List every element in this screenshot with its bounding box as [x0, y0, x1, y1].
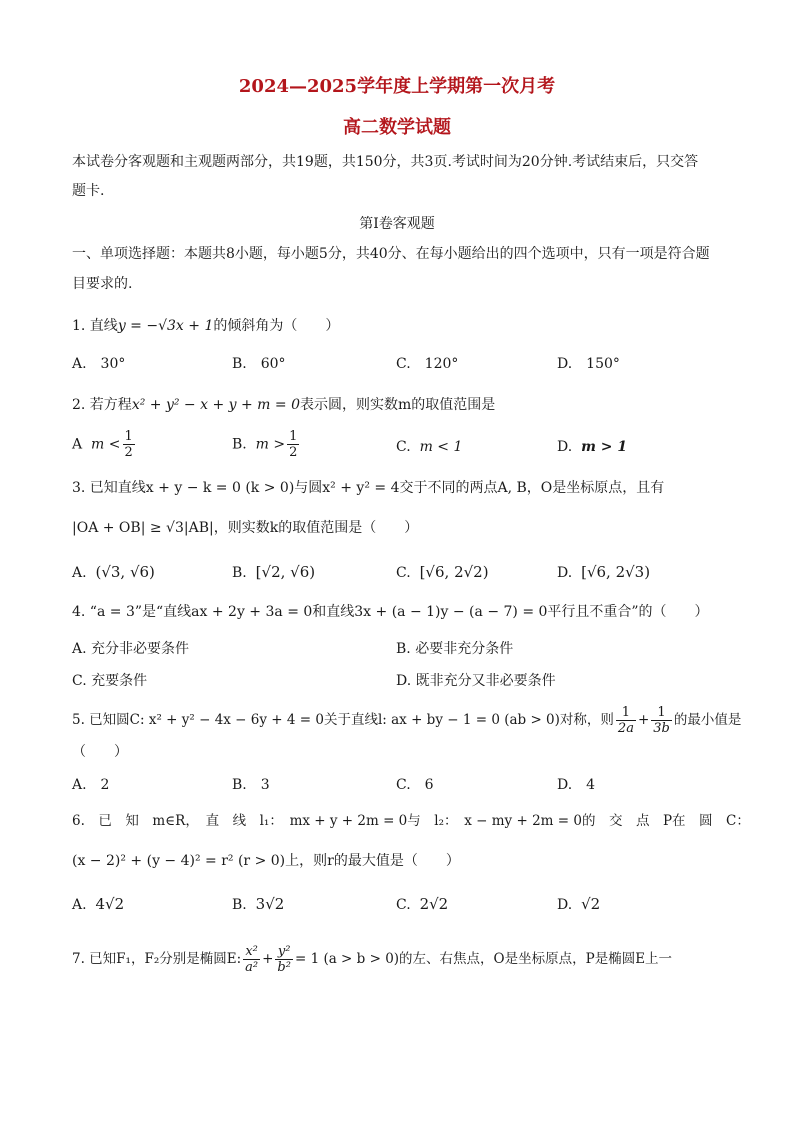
fraction-numerator: 1	[651, 706, 672, 721]
q3-option-b[interactable]	[232, 562, 315, 583]
q3-option-a[interactable]	[72, 562, 155, 583]
q5-fraction-2	[651, 706, 672, 735]
q5-suffix: 的最小值是	[673, 712, 742, 728]
q6-option-c-value: 2√2	[419, 895, 449, 913]
q3-option-c-letter: C.	[396, 565, 411, 581]
q2-option-c[interactable]	[396, 437, 462, 457]
fraction-denominator: 2	[124, 445, 133, 460]
fraction-numerator: x²	[243, 945, 260, 960]
q7-fraction-x	[243, 945, 260, 974]
q7-suffix: = 1 (a > b > 0)的左、右焦点，O是坐标原点，P是椭圆E上一	[294, 951, 673, 967]
q5-option-b[interactable]: B. 3	[232, 777, 270, 793]
fraction-denominator: 2a	[617, 721, 634, 736]
q2-option-b-value: m >	[255, 436, 286, 453]
q6-option-d-letter: D.	[557, 897, 573, 913]
question-2-stem	[72, 395, 722, 415]
q6-option-c[interactable]	[396, 894, 448, 915]
q6-option-a[interactable]	[72, 894, 124, 915]
q2-option-b[interactable]	[232, 430, 301, 459]
fraction-numerator: y²	[275, 945, 293, 960]
q3-option-b-letter: B.	[232, 565, 247, 581]
q2-option-a-value: m <	[91, 436, 121, 453]
exam-subtitle: 高二数学试题	[343, 117, 451, 138]
question-6-stem-line-2: (x − 2)² + (y − 4)² = r² (r > 0)上，则r的最大值是（ ）	[72, 853, 460, 869]
intro-line-1: 本试卷分客观题和主观题两部分，共19题，共150分，共3页.考试时间为20分钟.考试结束后，只交答	[72, 154, 699, 170]
q2-option-d-letter: D.	[557, 439, 573, 455]
intro-line-2: 题卡.	[72, 183, 105, 199]
q6-option-d-value: √2	[581, 895, 601, 913]
q1-option-a[interactable]: A. 30°	[72, 356, 126, 372]
q6-option-d[interactable]	[557, 894, 600, 915]
question-4-stem: 4. “a = 3”是“直线ax + 2y + 3a = 0和直线3x + (a − 1)y − (a − 7) = 0平行且不重合”的（ ）	[72, 604, 709, 620]
q1-prefix: 1. 直线	[72, 318, 118, 334]
question-5-stem-line-1	[72, 705, 742, 736]
fraction-numerator: 1	[289, 429, 298, 444]
q4-option-c[interactable]: C. 充要条件	[72, 673, 148, 689]
q3-option-b-value: [√2, √6)	[255, 563, 316, 581]
q2-suffix: 表示圆，则实数m的取值范围是	[299, 397, 496, 413]
question-3-stem-line-1: 3. 已知直线x + y − k = 0 (k > 0)与圆x² + y² = 4交于不同的两点A, B，O是坐标原点，且有	[72, 480, 665, 496]
q1-option-b[interactable]: B. 60°	[232, 356, 286, 372]
q7-prefix: 7. 已知F₁，F₂分别是椭圆E:	[72, 951, 242, 967]
q3-option-c[interactable]	[396, 562, 489, 583]
q5-option-c[interactable]: C. 6	[396, 777, 434, 793]
q2-option-c-letter: C.	[396, 439, 411, 455]
question-3-stem-line-2: |OA + OB| ≥ √3|AB|，则实数k的取值范围是（ ）	[72, 520, 419, 536]
q5-option-a[interactable]: A. 2	[72, 777, 110, 793]
q2-option-b-letter: B.	[232, 436, 247, 453]
question-5-stem-line-2: （ ）	[72, 744, 128, 760]
fraction-numerator: 1	[124, 429, 133, 444]
q3-option-d[interactable]	[557, 562, 650, 583]
q2-option-d[interactable]	[557, 437, 627, 457]
q6-option-b[interactable]	[232, 894, 284, 915]
q2-option-a-fraction	[123, 430, 135, 459]
part1-instructions-line-2: 目要求的.	[72, 276, 133, 292]
q3-option-d-value: [√6, 2√3)	[581, 563, 651, 581]
q2-formula: x² + y² − x + y + m = 0	[131, 397, 300, 413]
q3-option-a-letter: A.	[72, 565, 87, 581]
q2-option-a[interactable]	[72, 430, 137, 459]
q6-option-b-value: 3√2	[255, 895, 285, 913]
q2-prefix: 2. 若方程	[72, 397, 132, 413]
exam-title: 2024—2025学年度上学期第一次月考	[238, 76, 556, 97]
q4-option-a[interactable]: A. 充分非必要条件	[72, 641, 190, 657]
q3-option-d-letter: D.	[557, 565, 573, 581]
question-6-stem-line-1: 6. 已 知 m∈R， 直 线 l₁： mx + y + 2m = 0与 l₂： x − my + 2m = 0的 交 点 P在 圆 C：	[72, 813, 750, 829]
q5-option-d[interactable]: D. 4	[557, 777, 596, 793]
plus-sign: +	[637, 712, 650, 728]
q4-option-d[interactable]: D. 既非充分又非必要条件	[396, 673, 556, 689]
q1-option-c[interactable]: C. 120°	[396, 356, 459, 372]
q1-option-d[interactable]: D. 150°	[557, 356, 620, 372]
part1-instructions-line-1: 一、单项选择题：本题共8小题，每小题5分，共40分、在每小题给出的四个选项中，只有一项是符合题	[72, 246, 710, 262]
q3-option-a-value: (√3, √6)	[95, 563, 155, 581]
q5-fraction-1	[616, 706, 636, 735]
q7-fraction-y	[275, 945, 293, 974]
q6-option-a-value: 4√2	[95, 895, 125, 913]
q4-option-b[interactable]: B. 必要非充分条件	[396, 641, 514, 657]
fraction-numerator: 1	[616, 706, 636, 721]
q2-option-b-fraction	[287, 430, 299, 459]
q1-suffix: 的倾斜角为（ ）	[213, 318, 340, 334]
q2-option-c-value: m < 1	[419, 439, 463, 455]
q6-option-c-letter: C.	[396, 897, 411, 913]
q6-option-b-letter: B.	[232, 897, 247, 913]
question-7-stem	[72, 945, 722, 974]
fraction-denominator: b²	[277, 960, 291, 975]
q2-option-d-value: m > 1	[581, 439, 628, 455]
q6-option-a-letter: A.	[72, 897, 87, 913]
q2-option-a-letter: A	[72, 436, 83, 453]
fraction-denominator: a²	[245, 960, 259, 975]
q3-option-c-value: [√6, 2√2)	[419, 563, 489, 581]
fraction-denominator: 3b	[653, 721, 670, 736]
fraction-denominator: 2	[289, 445, 298, 460]
plus-sign: +	[262, 951, 274, 967]
section-heading: 第I卷客观题	[359, 216, 435, 232]
question-1-stem	[72, 316, 722, 336]
q5-stem: 5. 已知圆C: x² + y² − 4x − 6y + 4 = 0关于直线l: ax + by − 1 = 0 (ab > 0)对称，则	[72, 712, 614, 728]
q1-formula: y = −√3x + 1	[117, 318, 214, 334]
